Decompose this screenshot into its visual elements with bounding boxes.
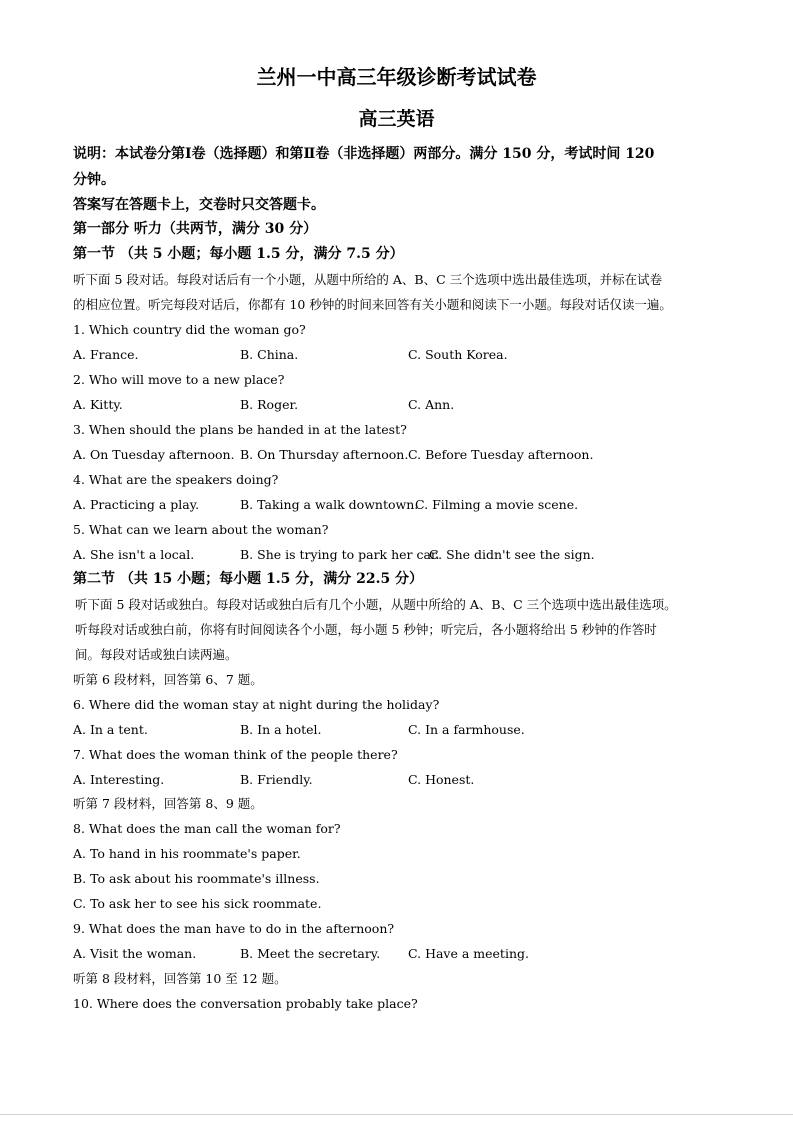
part1-heading: 第一部分 听力（共两节，满分 30 分）	[73, 221, 318, 237]
section2-instruction-3: 间。每段对话或独白读两遍。	[75, 647, 238, 662]
question-9-stem: 9. What does the man have to do in the afternoon?	[73, 921, 395, 936]
question-5-stem: 5. What can we learn about the woman?	[73, 522, 329, 537]
question-9-option-a: A. Visit the woman.	[73, 946, 197, 961]
question-8-option-c: C. To ask her to see his sick roommate.	[73, 896, 322, 911]
question-3-option-c: C. Before Tuesday afternoon.	[408, 447, 594, 462]
question-2-option-a: A. Kitty.	[73, 397, 123, 412]
question-6-stem: 6. Where did the woman stay at night during the holiday?	[73, 697, 440, 712]
question-2-stem: 2. Who will move to a new place?	[73, 372, 285, 387]
question-2-option-c: C. Ann.	[408, 397, 455, 412]
question-10-stem: 10. Where does the conversation probably take place?	[73, 996, 418, 1011]
section1-instruction-2: 的相应位置。听完每段对话后，你都有 10 秒钟的时间来回答有关小题和阅读下一小题。每段对话仅读一遍。	[73, 297, 672, 312]
material-7-note: 听第 7 段材料，回答第 8、9 题。	[73, 796, 263, 811]
question-4-option-c: C. Filming a movie scene.	[415, 497, 579, 512]
question-7-stem: 7. What does the woman think of the people there?	[73, 747, 398, 762]
page-bottom-divider	[0, 1114, 793, 1115]
question-7-option-a: A. Interesting.	[73, 772, 165, 787]
question-6-option-a: A. In a tent.	[73, 722, 148, 737]
question-1-option-a: A. France.	[73, 347, 139, 362]
material-6-note: 听第 6 段材料，回答第 6、7 题。	[73, 672, 263, 687]
question-7-option-c: C. Honest.	[408, 772, 475, 787]
question-5-option-a: A. She isn't a local.	[73, 547, 195, 562]
material-8-note: 听第 8 段材料，回答第 10 至 12 题。	[73, 971, 287, 986]
section2-heading: 第二节 （共 15 小题；每小题 1.5 分，满分 22.5 分）	[73, 571, 424, 587]
question-9-option-b: B. Meet the secretary.	[240, 946, 381, 961]
question-1-option-b: B. China.	[240, 347, 299, 362]
section2-instruction-1: 听下面 5 段对话或独白。每段对话或独白后有几个小题，从题中所给的 A、B、C 三个选项中选出最佳选项。	[75, 597, 677, 612]
question-5-option-b: B. She is trying to park her car.	[240, 547, 440, 562]
question-6-option-b: B. In a hotel.	[240, 722, 322, 737]
exam-title: 兰州一中高三年级诊断考试试卷	[256, 65, 537, 89]
question-1-stem: 1. Which country did the woman go?	[73, 322, 306, 337]
section1-instruction-1: 听下面 5 段对话。每段对话后有一个小题，从题中所给的 A、B、C 三个选项中选出最佳选项，并标在试卷	[73, 272, 663, 287]
question-5-option-c: C. She didn't see the sign.	[429, 547, 595, 562]
question-8-stem: 8. What does the man call the woman for?	[73, 821, 341, 836]
question-8-option-b: B. To ask about his roommate's illness.	[73, 871, 320, 886]
question-3-option-a: A. On Tuesday afternoon.	[73, 447, 235, 462]
note-line-2: 分钟。	[73, 172, 115, 188]
question-2-option-b: B. Roger.	[240, 397, 299, 412]
question-4-option-b: B. Taking a walk downtown.	[240, 497, 419, 512]
question-8-option-a: A. To hand in his roommate's paper.	[73, 846, 301, 861]
question-6-option-c: C. In a farmhouse.	[408, 722, 525, 737]
question-9-option-c: C. Have a meeting.	[408, 946, 529, 961]
question-4-stem: 4. What are the speakers doing?	[73, 472, 279, 487]
question-3-option-b: B. On Thursday afternoon.	[240, 447, 409, 462]
note-line-3: 答案写在答题卡上，交卷时只交答题卡。	[73, 197, 325, 213]
section1-heading: 第一节 （共 5 小题；每小题 1.5 分，满分 7.5 分）	[73, 246, 404, 262]
question-1-option-c: C. South Korea.	[408, 347, 508, 362]
note-line-1: 说明：本试卷分第Ⅰ卷（选择题）和第Ⅱ卷（非选择题）两部分。满分 150 分，考试时间 120	[73, 146, 655, 162]
question-7-option-b: B. Friendly.	[240, 772, 313, 787]
question-3-stem: 3. When should the plans be handed in at the latest?	[73, 422, 407, 437]
question-4-option-a: A. Practicing a play.	[73, 497, 200, 512]
exam-subtitle: 高三英语	[358, 108, 435, 130]
section2-instruction-2: 听每段对话或独白前，你将有时间阅读各个小题，每小题 5 秒钟；听完后，各小题将给出 5 秒钟的作答时	[75, 622, 657, 637]
